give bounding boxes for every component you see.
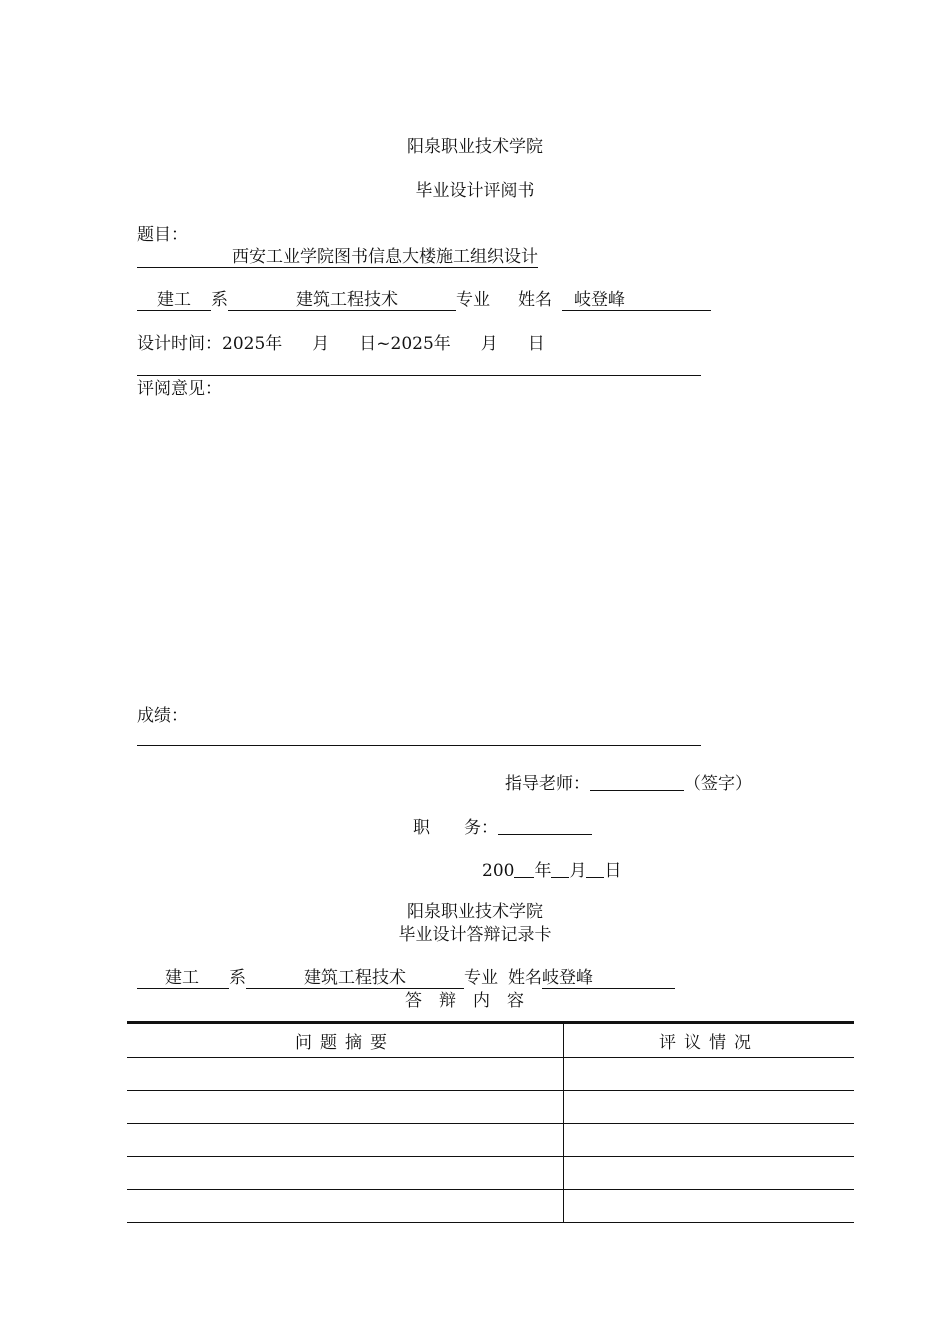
time-label: 设计时间： — [137, 334, 222, 354]
comment-cell[interactable] — [564, 1091, 855, 1124]
defense-name-label: 姓名 — [508, 968, 542, 988]
defense-dept-value: 建工 — [137, 970, 229, 989]
date-day-label: 日 — [604, 861, 622, 881]
major-value: 建筑工程技术 — [228, 292, 456, 311]
position-blank — [498, 818, 592, 835]
comment-cell[interactable] — [564, 1157, 855, 1190]
date-separator: ~ — [376, 334, 391, 354]
design-time-line — [137, 336, 545, 353]
table-row — [127, 1190, 854, 1223]
position-line — [413, 818, 592, 837]
table-row — [127, 1157, 854, 1190]
sign-date-line — [482, 861, 621, 880]
major-label: 专业 — [456, 290, 490, 310]
start-month: 月 — [312, 334, 330, 354]
date-year-prefix: 200 — [482, 861, 515, 881]
defense-college-name: 阳泉职业技术学院 — [407, 902, 543, 922]
signature-note: （签字） — [684, 774, 752, 794]
defense-table — [127, 1021, 854, 1223]
start-day: 日 — [359, 334, 377, 354]
question-cell[interactable] — [127, 1058, 564, 1091]
defense-major-value: 建筑工程技术 — [246, 970, 464, 989]
column-header-comments: 评议情况 — [564, 1023, 855, 1058]
question-cell[interactable] — [127, 1157, 564, 1190]
student-info-line — [137, 292, 711, 311]
start-year: 2025年 — [222, 334, 283, 354]
end-day: 日 — [527, 334, 545, 354]
table-row — [127, 1124, 854, 1157]
advisor-line — [505, 774, 752, 793]
column-header-questions: 问题摘要 — [127, 1023, 564, 1058]
position-label: 职 务： — [413, 818, 498, 838]
comment-cell[interactable] — [564, 1058, 855, 1091]
defense-section-title: 答 辩 内 容 — [405, 991, 524, 1011]
topic-value: 西安工业学院图书信息大楼施工组织设计 — [137, 249, 538, 268]
college-name: 阳泉职业技术学院 — [407, 137, 543, 157]
name-label: 姓名 — [518, 290, 552, 310]
defense-student-info-line — [137, 970, 675, 989]
day-blank — [586, 861, 604, 878]
question-cell[interactable] — [127, 1190, 564, 1223]
divider — [137, 375, 701, 376]
review-title: 毕业设计评阅书 — [415, 181, 535, 201]
end-year: 2025年 — [390, 334, 451, 354]
year-blank — [514, 861, 534, 878]
month-blank — [551, 861, 569, 878]
divider — [137, 745, 701, 746]
advisor-label: 指导老师： — [505, 774, 590, 794]
dept-suffix: 系 — [211, 290, 228, 310]
date-month-label: 月 — [569, 861, 587, 881]
defense-title: 毕业设计答辩记录卡 — [398, 925, 552, 945]
question-cell[interactable] — [127, 1091, 564, 1124]
table-row — [127, 1091, 854, 1124]
dept-value: 建工 — [137, 292, 211, 311]
date-year-label: 年 — [534, 861, 552, 881]
advisor-blank — [590, 774, 684, 791]
comment-cell[interactable] — [564, 1124, 855, 1157]
table-row — [127, 1058, 854, 1091]
comment-cell[interactable] — [564, 1190, 855, 1223]
defense-name-value: 岐登峰 — [542, 970, 675, 989]
topic-label: 题目： — [137, 225, 188, 245]
defense-dept-suffix: 系 — [229, 968, 246, 988]
topic-line — [137, 249, 538, 268]
table-header-row — [127, 1023, 854, 1058]
grade-label: 成绩： — [137, 706, 188, 726]
name-value: 岐登峰 — [562, 292, 711, 311]
end-month: 月 — [480, 334, 498, 354]
defense-major-label: 专业 — [464, 968, 498, 988]
comments-label: 评阅意见： — [137, 379, 222, 399]
question-cell[interactable] — [127, 1124, 564, 1157]
